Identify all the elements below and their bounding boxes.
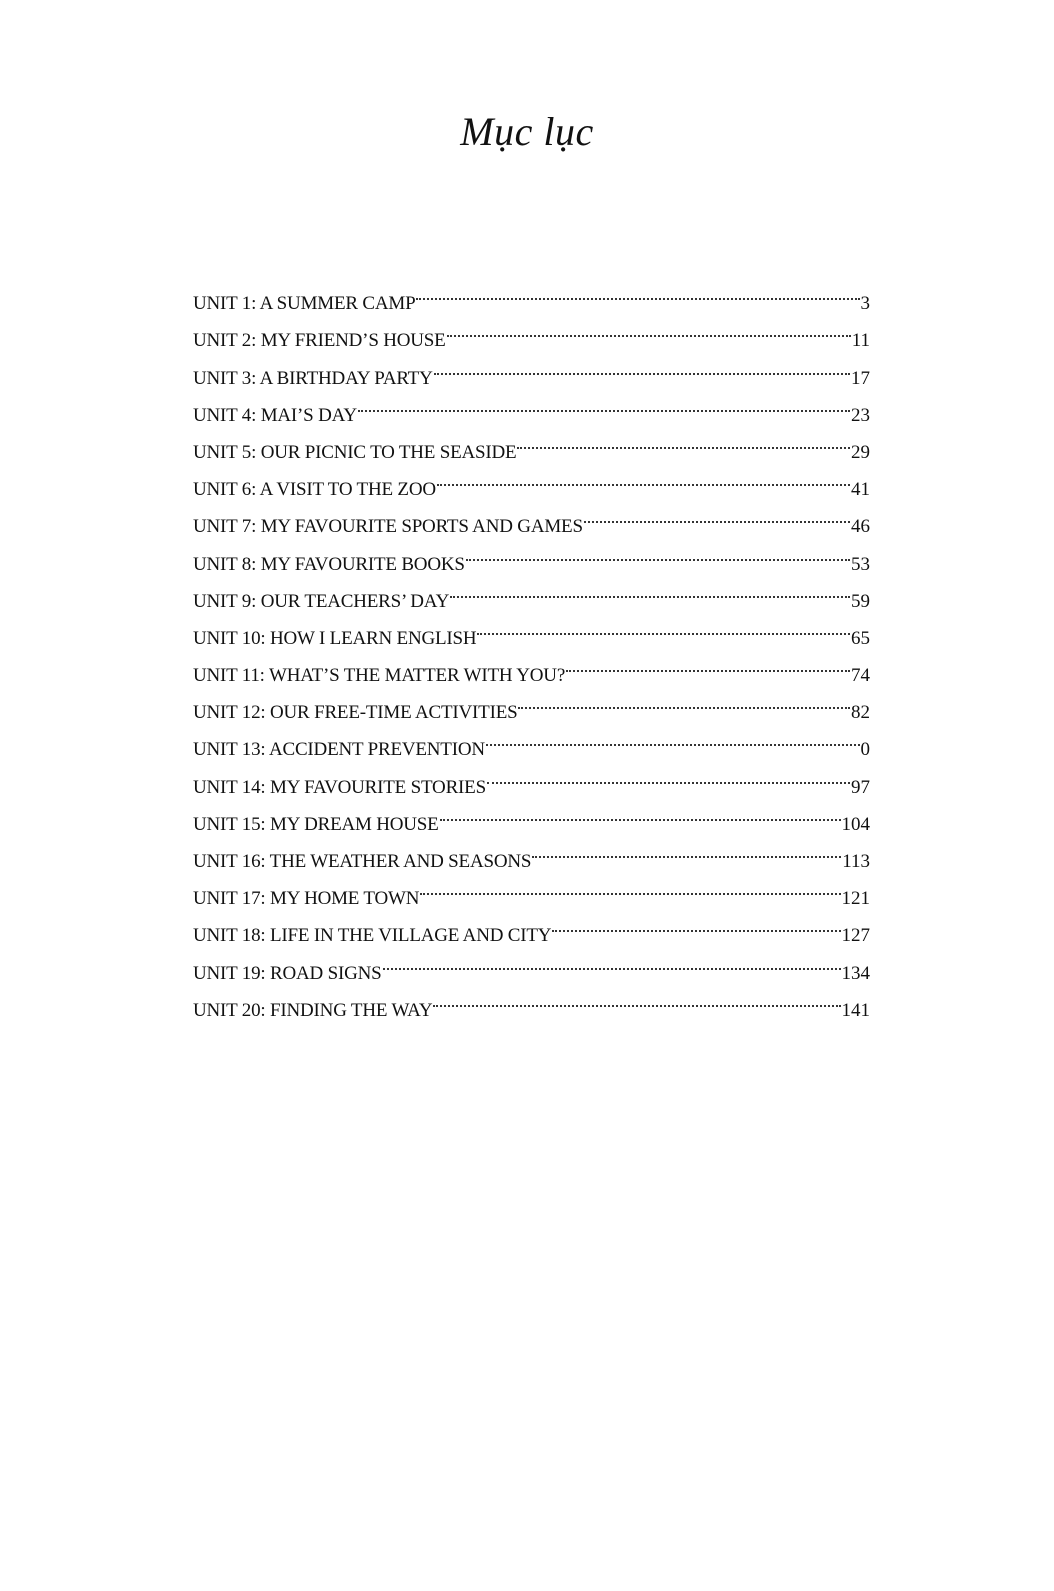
dot-leader xyxy=(416,272,859,309)
toc-page-number: 29 xyxy=(851,441,870,463)
toc-entry-title: UNIT 18: LIFE IN THE VILLAGE AND CITY xyxy=(193,925,552,947)
toc-page-number: 59 xyxy=(851,590,870,612)
toc-entry-title: UNIT 6: A VISIT TO THE ZOO xyxy=(193,479,436,501)
dot-leader xyxy=(532,830,841,867)
toc-entry-title: UNIT 13: ACCIDENT PREVENTION xyxy=(193,739,485,761)
dot-leader xyxy=(584,495,850,532)
dot-leader xyxy=(486,718,860,755)
dot-leader xyxy=(450,570,850,607)
toc-page-number: 53 xyxy=(851,553,870,575)
toc-entry-title: UNIT 5: OUR PICNIC TO THE SEASIDE xyxy=(193,441,517,463)
toc-page-number: 141 xyxy=(841,999,870,1021)
toc-entry-title: UNIT 7: MY FAVOURITE SPORTS AND GAMES xyxy=(193,516,583,538)
dot-leader xyxy=(552,904,840,941)
toc-entry-title: UNIT 9: OUR TEACHERS’ DAY xyxy=(193,590,450,612)
toc-page-number: 0 xyxy=(860,739,870,761)
dot-leader xyxy=(433,979,840,1016)
dot-leader xyxy=(517,421,850,458)
toc-page-number: 23 xyxy=(851,404,870,426)
toc-entry-title: UNIT 12: OUR FREE-TIME ACTIVITIES xyxy=(193,702,518,724)
toc-page-number: 74 xyxy=(851,665,870,687)
toc-entry-title: UNIT 20: FINDING THE WAY xyxy=(193,999,433,1021)
toc-entry-title: UNIT 11: WHAT’S THE MATTER WITH YOU? xyxy=(193,665,566,687)
toc-entry-title: UNIT 14: MY FAVOURITE STORIES xyxy=(193,776,486,798)
page-title: Mục lục xyxy=(460,109,594,154)
dot-leader xyxy=(518,681,850,718)
dot-leader xyxy=(477,607,850,644)
toc-page-number: 3 xyxy=(860,293,870,315)
dot-leader xyxy=(440,793,841,830)
dot-leader xyxy=(466,532,850,569)
toc-page-number: 82 xyxy=(851,702,870,724)
toc-page-number: 134 xyxy=(841,962,870,984)
toc-entry-title: UNIT 1: A SUMMER CAMP xyxy=(193,293,416,315)
toc-entry-title: UNIT 3: A BIRTHDAY PARTY xyxy=(193,367,433,389)
toc-page-number: 97 xyxy=(851,776,870,798)
toc-entry-title: UNIT 2: MY FRIEND’S HOUSE xyxy=(193,330,446,352)
toc-page-number: 41 xyxy=(851,479,870,501)
dot-leader xyxy=(566,644,850,681)
toc-entry-title: UNIT 8: MY FAVOURITE BOOKS xyxy=(193,553,465,575)
toc-entry-title: UNIT 15: MY DREAM HOUSE xyxy=(193,813,439,835)
dot-leader xyxy=(420,867,840,904)
toc-page-number: 46 xyxy=(851,516,870,538)
toc-entry-title: UNIT 4: MAI’S DAY xyxy=(193,404,357,426)
dot-leader xyxy=(434,346,850,383)
table-of-contents xyxy=(193,272,870,1021)
toc-entry-title: UNIT 19: ROAD SIGNS xyxy=(193,962,382,984)
toc-entry-title: UNIT 10: HOW I LEARN ENGLISH xyxy=(193,627,477,649)
dot-leader xyxy=(358,384,850,421)
toc-page-number: 65 xyxy=(851,627,870,649)
toc-page-number: 104 xyxy=(841,813,870,835)
toc-page-number: 113 xyxy=(842,851,870,872)
toc-entry[interactable] xyxy=(193,272,870,315)
dot-leader xyxy=(487,755,850,792)
toc-page-number: 121 xyxy=(841,888,870,910)
toc-entry-title: UNIT 16: THE WEATHER AND SEASONS xyxy=(193,851,532,872)
toc-page-number: 17 xyxy=(851,367,870,389)
dot-leader xyxy=(447,309,851,346)
toc-page-number: 127 xyxy=(841,925,870,947)
dot-leader xyxy=(383,941,841,978)
dot-leader xyxy=(437,458,850,495)
toc-entry-title: UNIT 17: MY HOME TOWN xyxy=(193,888,420,910)
toc-page-number: 11 xyxy=(851,330,870,352)
